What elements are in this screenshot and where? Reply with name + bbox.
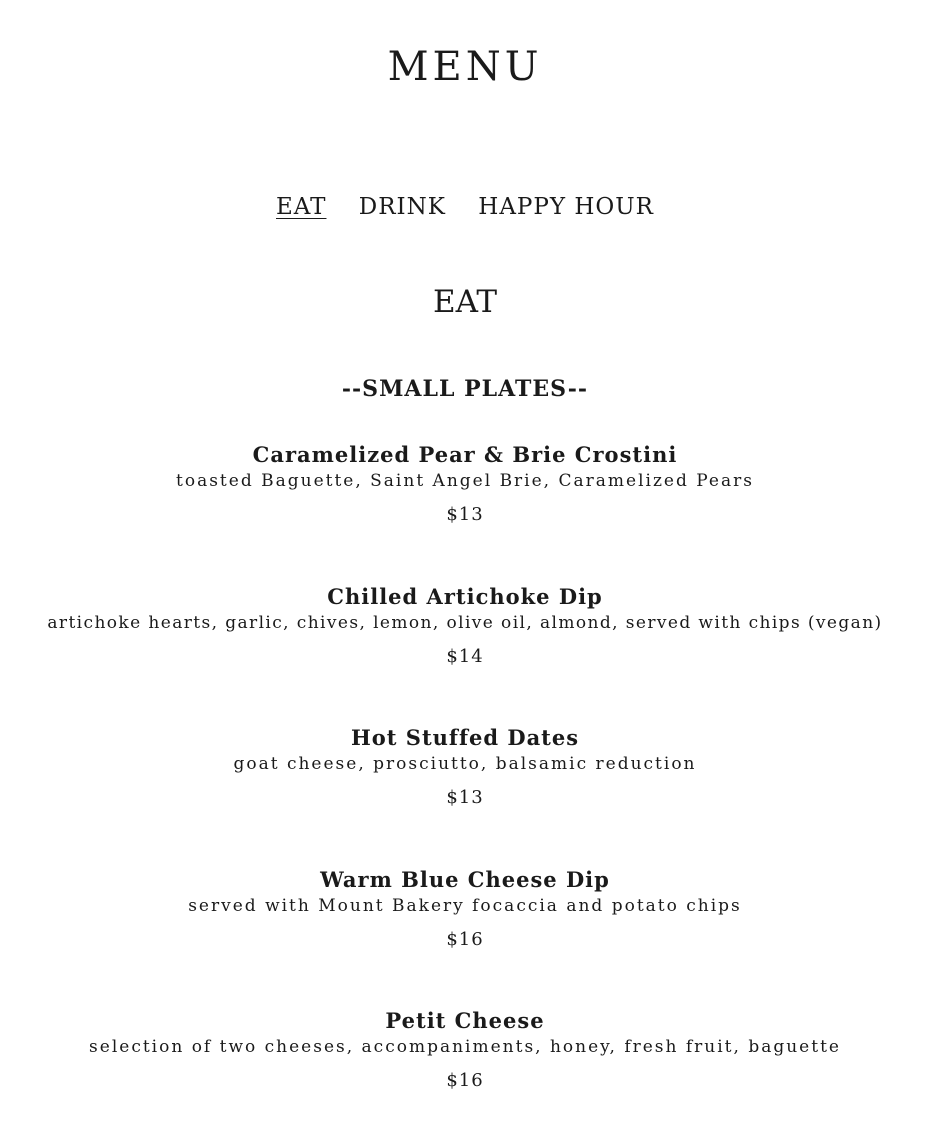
menu-item — [0, 1008, 930, 1092]
item-name: Petit Cheese — [385, 1008, 545, 1033]
menu-item — [0, 584, 930, 668]
tab-drink[interactable]: DRINK — [358, 194, 446, 220]
item-description: selection of two cheeses, accompaniments, honey, fresh fruit, baguette — [89, 1037, 841, 1057]
item-price: $13 — [446, 504, 484, 525]
item-price: $13 — [446, 787, 484, 808]
section-title: EAT — [433, 284, 497, 320]
tab-happy-hour[interactable]: HAPPY HOUR — [478, 194, 654, 220]
item-price: $16 — [446, 929, 484, 950]
item-description: goat cheese, prosciutto, balsamic reduction — [233, 754, 697, 774]
page-title: MENU — [387, 44, 543, 90]
menu-item — [0, 867, 930, 951]
item-name: Warm Blue Cheese Dip — [320, 867, 610, 892]
item-description: artichoke hearts, garlic, chives, lemon, olive oil, almond, served with chips (vegan) — [47, 613, 883, 633]
tab-eat[interactable]: EAT — [276, 194, 327, 220]
menu-item — [0, 442, 930, 526]
item-description: served with Mount Bakery focaccia and potato chips — [188, 896, 742, 916]
item-name: Caramelized Pear & Brie Crostini — [252, 442, 678, 467]
item-name: Hot Stuffed Dates — [350, 725, 580, 750]
subsection-title: --SMALL PLATES-- — [341, 376, 589, 402]
menu-item — [0, 725, 930, 809]
item-description: toasted Baguette, Saint Angel Brie, Caramelized Pears — [176, 471, 754, 491]
item-price: $14 — [446, 646, 484, 667]
item-name: Chilled Artichoke Dip — [327, 584, 603, 609]
item-price: $16 — [446, 1070, 484, 1091]
menu-tabs — [0, 194, 930, 220]
